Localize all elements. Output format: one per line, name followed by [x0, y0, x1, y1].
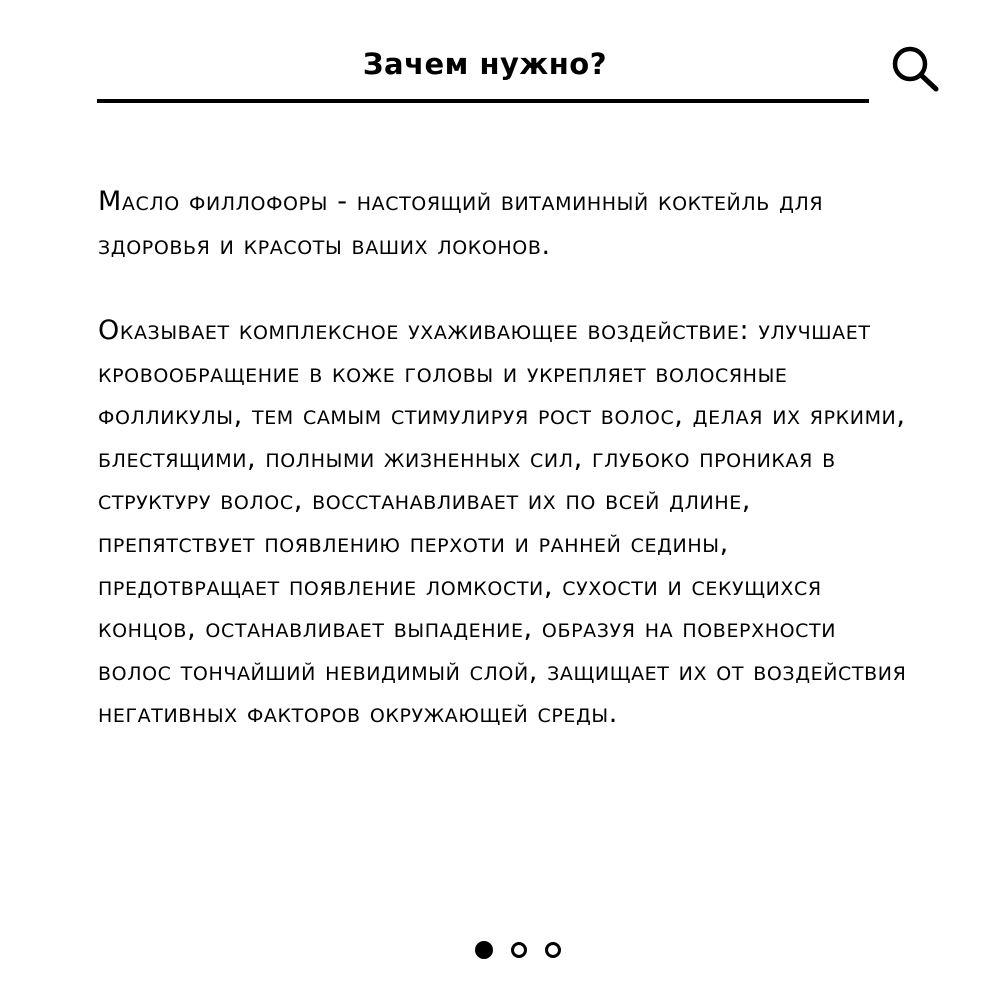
title-divider	[97, 99, 869, 103]
page-dot-2[interactable]	[511, 942, 527, 958]
page-title: Зачем нужно?	[362, 47, 608, 81]
intro-paragraph: Масло филлофоры - настоящий витаминный коктейль для здоровья и красоты ваших локонов.	[98, 186, 824, 261]
search-icon	[888, 40, 944, 96]
effects-paragraph: Оказывает комплексное ухаживающее воздействие: улучшает кровообращение в коже головы и укрепляет волосяные фолликулы, тем самым стимулируя рост волос, делая их яркими, блестящими, полными жизненных сил, глубоко проникая в структуру волос, восстанавливает их по всей длине, препятствует появлению перхоти и ранней седины, предотвращает появление ломкости, сухости и секущихся концов, останавливает выпадение, образуя на поверхности волос тончайший невидимый слой, защищает их от воздействия негативных факторов окружающей среды.	[98, 315, 907, 730]
page-dot-3[interactable]	[545, 942, 561, 958]
description-text	[98, 180, 908, 736]
pagination-dots	[475, 939, 561, 961]
page-dot-1[interactable]	[475, 941, 493, 959]
search-button[interactable]	[888, 40, 944, 96]
